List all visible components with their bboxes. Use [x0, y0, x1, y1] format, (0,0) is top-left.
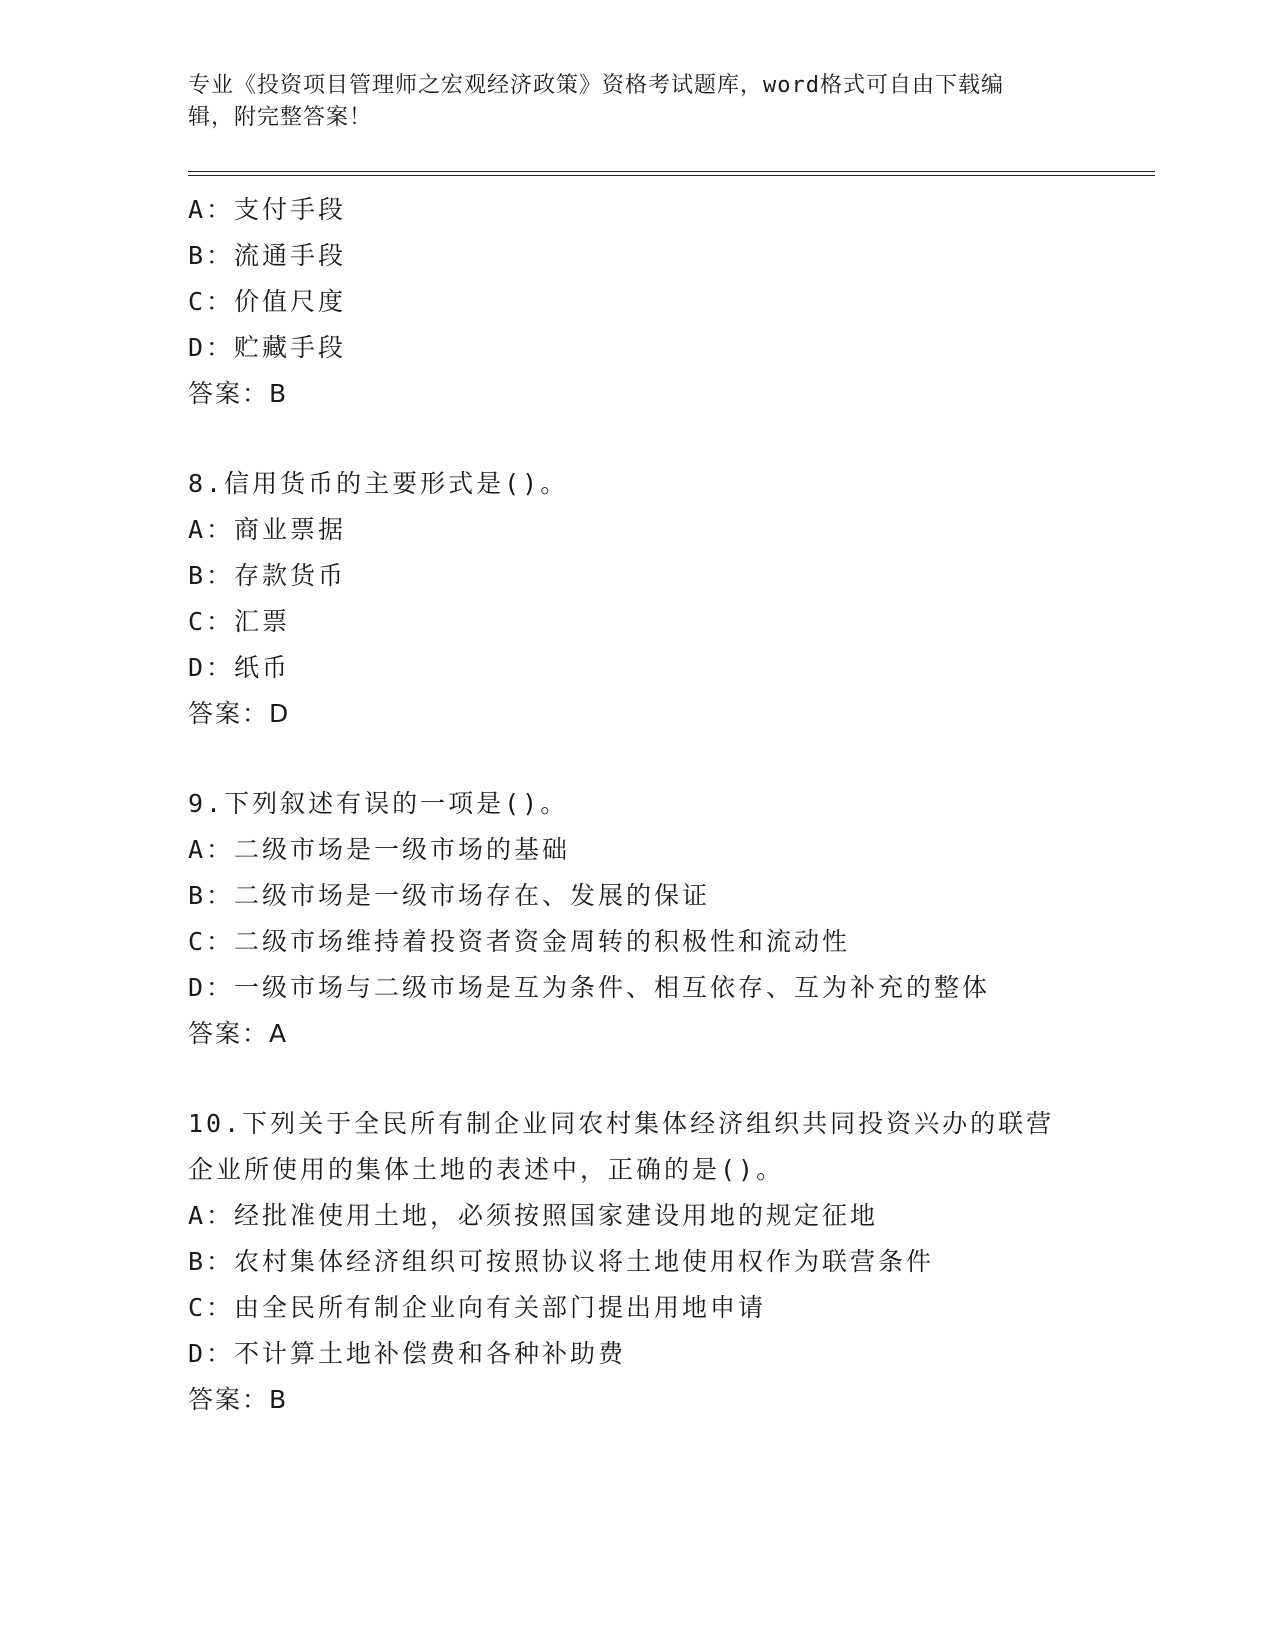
question-text-line-1: 10.下列关于全民所有制企业同农村集体经济组织共同投资兴办的联营: [188, 1109, 1055, 1138]
question-7: [188, 187, 1088, 417]
question-9: [188, 781, 1088, 1057]
answer: 答案：D: [188, 699, 291, 728]
option-b: B：流通手段: [188, 241, 347, 270]
option-b: B：农村集体经济组织可按照协议将土地使用权作为联营条件: [188, 1247, 935, 1276]
option-a: A：支付手段: [188, 195, 347, 224]
option-b: B：存款货币: [188, 561, 347, 590]
option-d: D：纸币: [188, 653, 291, 682]
option-c: C：汇票: [188, 607, 291, 636]
header-line-1: 专业《投资项目管理师之宏观经济政策》资格考试题库，word格式可自由下载编: [188, 73, 1004, 98]
option-a: A：商业票据: [188, 515, 347, 544]
answer: 答案：A: [188, 1019, 289, 1048]
header-rule-bottom: [188, 175, 1155, 176]
question-8: [188, 461, 1088, 737]
question-10: [188, 1101, 1088, 1423]
option-a: A：二级市场是一级市场的基础: [188, 835, 571, 864]
question-text: 8.信用货币的主要形式是()。: [188, 469, 569, 498]
document-header: [188, 70, 1088, 134]
answer: 答案：B: [188, 1385, 289, 1414]
option-c: C：二级市场维持着投资者资金周转的积极性和流动性: [188, 927, 851, 956]
header-line-2: 辑，附完整答案！: [188, 105, 373, 130]
option-b: B：二级市场是一级市场存在、发展的保证: [188, 881, 711, 910]
answer: 答案：B: [188, 379, 289, 408]
option-c: C：价值尺度: [188, 287, 347, 316]
option-c: C：由全民所有制企业向有关部门提出用地申请: [188, 1293, 767, 1322]
question-text: 9.下列叙述有误的一项是()。: [188, 789, 569, 818]
option-a: A：经批准使用土地，必须按照国家建设用地的规定征地: [188, 1201, 879, 1230]
option-d: D：不计算土地补偿费和各种补助费: [188, 1339, 627, 1368]
option-d: D：贮藏手段: [188, 333, 347, 362]
question-text-line-2: 企业所使用的集体土地的表述中，正确的是()。: [188, 1155, 785, 1184]
question-content: [188, 187, 1088, 1423]
header-rule-top: [188, 171, 1155, 172]
option-d: D：一级市场与二级市场是互为条件、相互依存、互为补充的整体: [188, 973, 991, 1002]
